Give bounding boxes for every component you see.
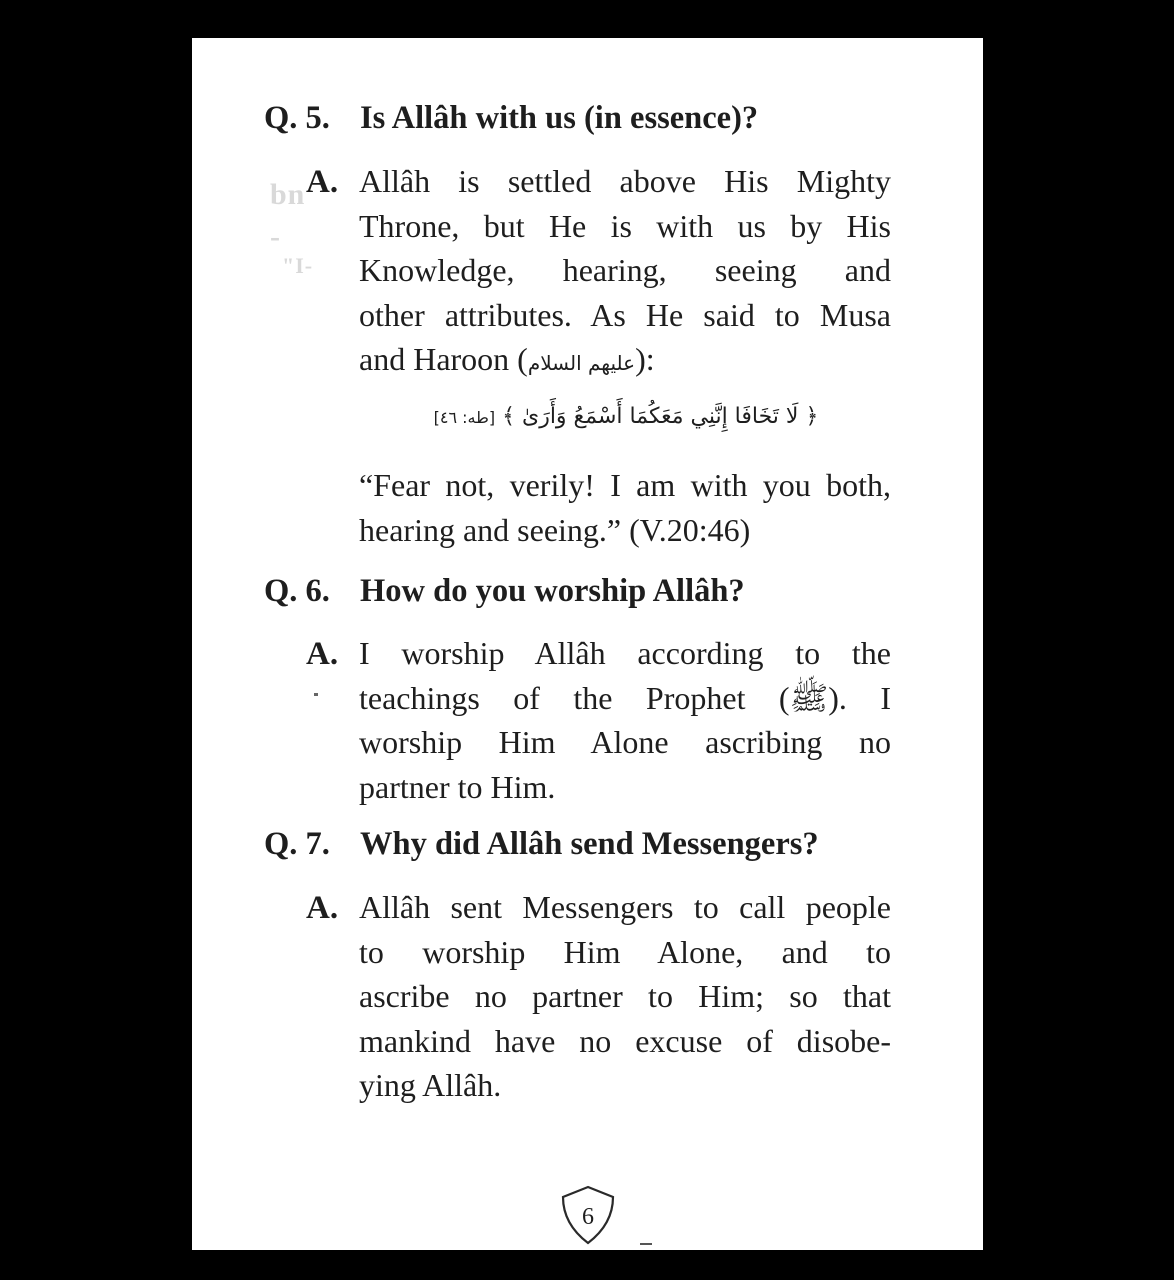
answer-line bbox=[359, 337, 891, 386]
answer-line: Allâh is settled above His Mighty bbox=[359, 163, 891, 199]
bleed-through-mark: bn bbox=[270, 178, 306, 211]
answer-line: Allâh sent Messengers to call people bbox=[359, 889, 891, 925]
question-number: Q. 5. bbox=[264, 100, 330, 136]
question-number: Q. 7. bbox=[264, 826, 330, 862]
answer-line: to worship Him Alone, and to bbox=[359, 933, 891, 970]
answer-line-prefix: and Haroon ( bbox=[359, 341, 528, 377]
page-number: 6 bbox=[582, 1204, 594, 1230]
book-page bbox=[192, 38, 983, 1250]
question-number: Q. 6. bbox=[264, 573, 330, 609]
question-5 bbox=[264, 100, 758, 137]
answer-line: mankind have no excuse of disobe- bbox=[359, 1022, 891, 1059]
quran-verse bbox=[392, 404, 860, 429]
answer-line: ying Allâh. bbox=[359, 1067, 502, 1103]
answer-marker: A. bbox=[306, 164, 339, 200]
answer-line: Knowledge, hearing, seeing and bbox=[359, 252, 891, 288]
answer-line: teachings of the Prophet (ﷺ). I bbox=[359, 679, 892, 716]
answer-line-suffix: ): bbox=[635, 341, 655, 377]
bleed-through-mark: "I- bbox=[282, 253, 314, 278]
answer-line: ascribe no partner to Him; so that bbox=[359, 978, 891, 1014]
answer-line: I worship Allâh according to the bbox=[359, 635, 891, 671]
stray-mark bbox=[640, 1243, 652, 1245]
answer-line: Throne, but He is with us by His bbox=[359, 207, 891, 244]
arabic-honorific: عليهم السلام bbox=[527, 351, 636, 375]
verse-translation bbox=[359, 463, 891, 552]
question-7 bbox=[264, 826, 819, 863]
page-number-badge bbox=[558, 1184, 618, 1246]
answer-marker: A. bbox=[306, 636, 339, 672]
translation-line: “Fear not, verily! I am with you both, bbox=[359, 467, 891, 503]
answer-6 bbox=[359, 631, 891, 809]
answer-7 bbox=[359, 885, 891, 1108]
question-text: Is Allâh with us (in essence)? bbox=[360, 100, 759, 136]
verse-reference: [طه: ٤٦] bbox=[433, 408, 496, 427]
verse-arabic: ﴿ لَا تَخَافَا إِنَّنِي مَعَكُمَا أَسْمَعُ وَأَرَىٰ ﴾ bbox=[502, 404, 819, 429]
answer-line: worship Him Alone ascribing no bbox=[359, 724, 891, 760]
question-text: How do you worship Allâh? bbox=[360, 573, 745, 609]
answer-line: partner to Him. bbox=[359, 768, 556, 805]
answer-marker: A. bbox=[306, 890, 339, 926]
bleed-through-mark: - bbox=[270, 220, 281, 253]
question-6 bbox=[264, 573, 745, 610]
answer-5 bbox=[359, 159, 891, 386]
question-text: Why did Allâh send Messengers? bbox=[360, 826, 819, 862]
answer-line: other attributes. As He said to Musa bbox=[359, 296, 891, 333]
stray-mark bbox=[314, 693, 318, 696]
translation-line: hearing and seeing.” (V.20:46) bbox=[359, 511, 751, 548]
